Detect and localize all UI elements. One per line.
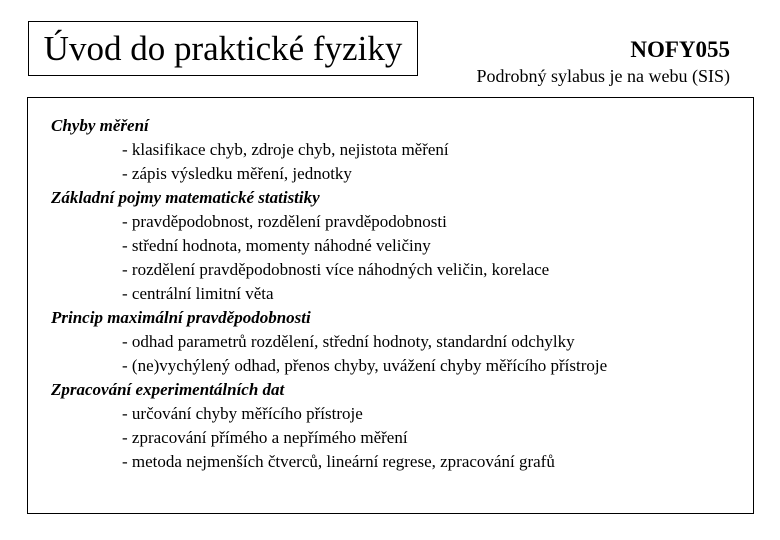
title-box xyxy=(28,21,418,76)
list-item: - metoda nejmenších čtverců, lineární regrese, zpracování grafů xyxy=(122,452,555,471)
section-items xyxy=(51,330,607,378)
section xyxy=(51,378,607,474)
section-title: Zpracování experimentálních dat xyxy=(51,380,285,399)
content-box xyxy=(27,97,754,514)
section xyxy=(51,306,607,378)
list-item: - pravděpodobnost, rozdělení pravděpodobnosti xyxy=(122,212,447,231)
list-item: - zápis výsledku měření, jednotky xyxy=(122,164,352,183)
list-item: - (ne)vychýlený odhad, přenos chyby, uvážení chyby měřícího přístroje xyxy=(122,356,608,375)
section xyxy=(51,114,607,186)
list-item: - centrální limitní věta xyxy=(122,284,274,303)
section-title: Princip maximální pravděpodobnosti xyxy=(51,308,311,327)
section-title: Základní pojmy matematické statistiky xyxy=(51,188,320,207)
list-item: - odhad parametrů rozdělení, střední hodnoty, standardní odchylky xyxy=(122,332,575,351)
section xyxy=(51,186,607,306)
section-list xyxy=(51,114,607,474)
list-item: - klasifikace chyb, zdroje chyb, nejistota měření xyxy=(122,140,449,159)
course-code: NOFY055 xyxy=(630,37,730,62)
section-items xyxy=(51,210,607,306)
list-item: - rozdělení pravděpodobnosti více náhodných veličin, korelace xyxy=(122,260,550,279)
sylabus-note: Podrobný sylabus je na webu (SIS) xyxy=(476,66,730,86)
section-items xyxy=(51,138,607,186)
list-item: - určování chyby měřícího přístroje xyxy=(122,404,363,423)
section-items xyxy=(51,402,607,474)
list-item: - zpracování přímého a nepřímého měření xyxy=(122,428,408,447)
page-title: Úvod do praktické fyziky xyxy=(43,28,403,68)
section-title: Chyby měření xyxy=(51,116,149,135)
list-item: - střední hodnota, momenty náhodné veličiny xyxy=(122,236,431,255)
